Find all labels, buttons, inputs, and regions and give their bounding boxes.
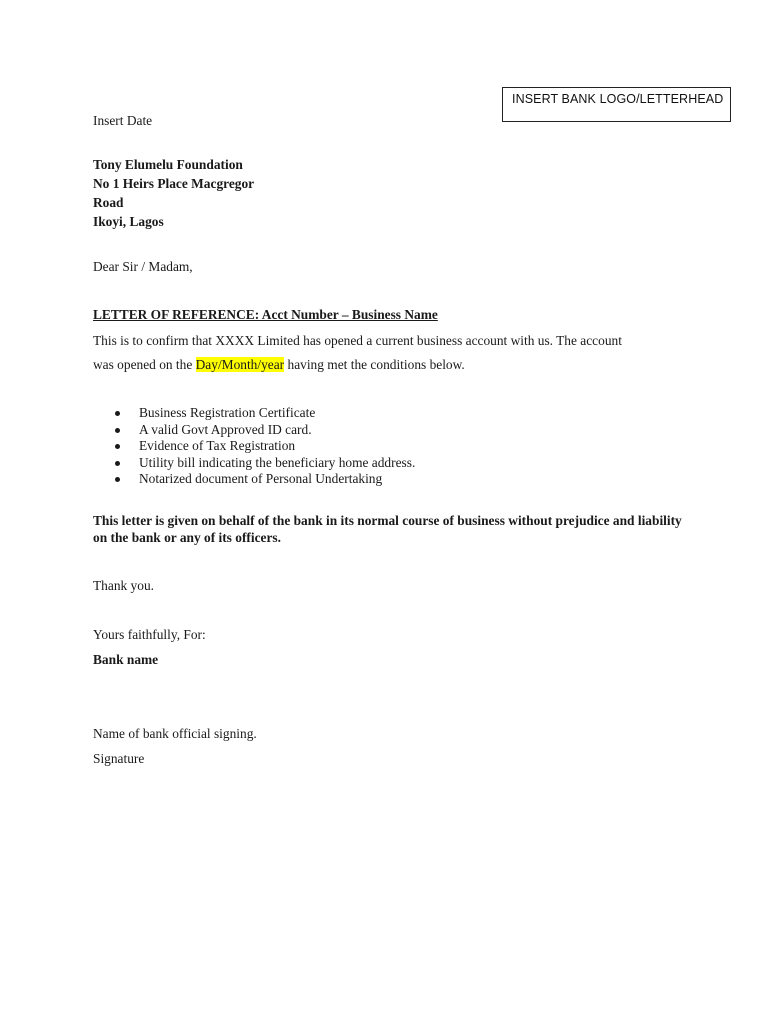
closing-line: Yours faithfully, For: [93,627,206,642]
signature-line: Signature [93,751,145,766]
list-item [113,405,415,422]
letterhead-placeholder-box: INSERT BANK LOGO/LETTERHEAD [502,87,731,122]
recipient-address-line-2: Road [93,195,124,210]
condition-text: A valid Govt Approved ID card. [139,421,312,437]
body-line-2-suffix: having met the conditions below. [284,357,465,372]
thanks-line: Thank you. [93,578,154,593]
salutation: Dear Sir / Madam, [93,259,193,274]
body-line-2 [93,357,465,373]
recipient-address-line-1: No 1 Heirs Place Macgregor [93,176,255,191]
subject-line: LETTER OF REFERENCE: Acct Number – Business Name [93,307,438,322]
condition-text: Utility bill indicating the beneficiary home address. [139,454,416,470]
bullet-icon [115,411,120,416]
bank-name: Bank name [93,652,159,667]
body-line-2-prefix: was opened on the [93,357,196,372]
recipient-name: Tony Elumelu Foundation [93,157,243,172]
list-item [113,455,415,472]
date-line: Insert Date [93,113,153,128]
bullet-icon [115,428,120,433]
list-item [113,471,415,488]
list-item [113,438,415,455]
body-line-1: This is to confirm that XXXX Limited has opened a current business account with us. The account [93,333,622,348]
highlighted-date-placeholder: Day/Month/year [195,357,285,372]
list-item [113,422,415,439]
disclaimer-paragraph: This letter is given on behalf of the bank in its normal course of business without prejudice and liability on the bank or any of its officers. [93,513,682,545]
conditions-list [113,405,415,488]
bullet-icon [115,444,120,449]
bullet-icon [115,461,120,466]
condition-text: Notarized document of Personal Undertaking [139,471,383,487]
condition-text: Evidence of Tax Registration [139,438,296,454]
recipient-address-line-3: Ikoyi, Lagos [93,214,164,229]
bullet-icon [115,477,120,482]
condition-text: Business Registration Certificate [139,405,316,420]
official-name-line: Name of bank official signing. [93,726,257,741]
